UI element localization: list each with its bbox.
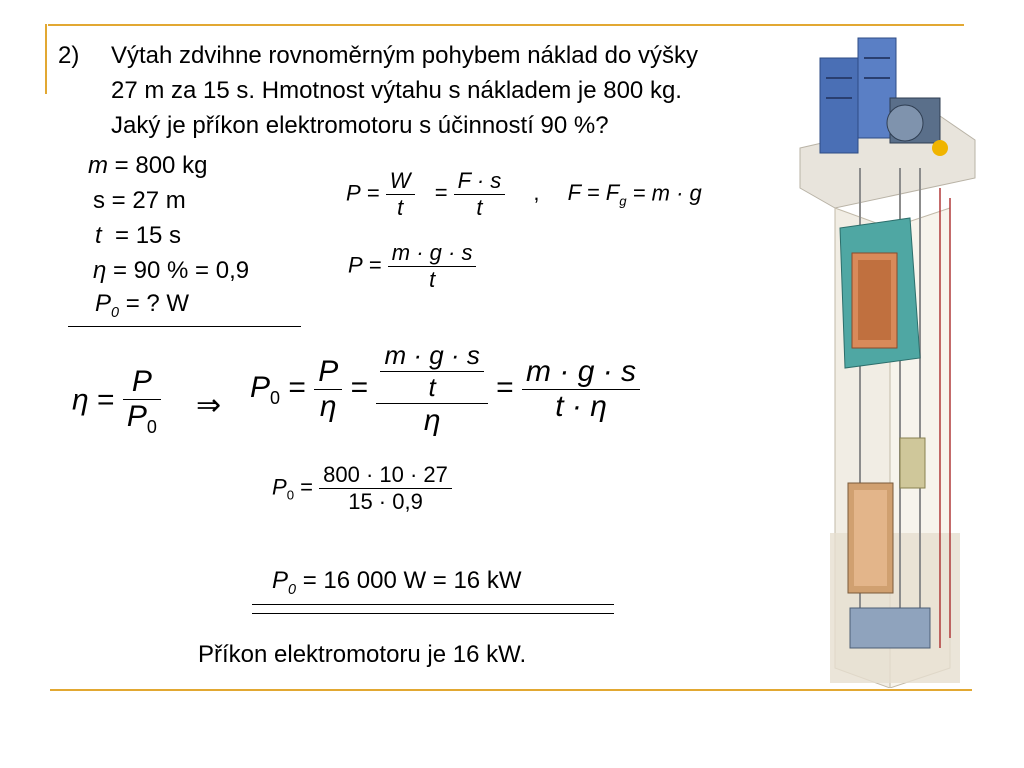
formula-p0-derivation: $P_0$ = $\frac{P}{\eta}$ = $\frac{\frac{m \cdot g \cdot s}{t}}{\eta}$ = $\frac{m \cdot g \cdot s}{t \cdot \eta}$: [250, 340, 640, 438]
elevator-illustration: [790, 28, 980, 688]
problem-text: [111, 38, 698, 143]
given-m: m = 800 kg: [88, 152, 208, 179]
frac-w-t: $\frac{W}{t}$: [386, 168, 415, 221]
formula-numeric: $P_0$ = $\frac{800 \cdot 10 \cdot 27}{15 \cdot 0,9}$: [272, 462, 452, 515]
formula-power-mgs: P = $\frac{m \cdot g \cdot s}{t}$: [348, 240, 476, 293]
elevator-shaft-graphic: [790, 28, 980, 688]
given-t: t = 15 s: [95, 222, 182, 249]
given-eta: η = 90 % = 0,9: [93, 257, 250, 284]
answer-text: Příkon elektromotoru je 16 kW.: [198, 641, 527, 668]
implies-arrow: ⇒: [196, 389, 222, 422]
formula-power: P = $\frac{W}{t}$ = $\frac{F \cdot s}{t}$ , $F = F_g = m \cdot g$: [346, 168, 702, 220]
given-separator: [68, 326, 301, 327]
left-rule: [45, 24, 47, 94]
problem-line-2: 27 m za 15 s. Hmotnost výtahu s nákladem je 800 kg.: [111, 77, 682, 104]
result-underline-2: [252, 613, 614, 614]
bottom-rule: [50, 689, 972, 691]
result: $P_0 = 16$ 000 W = 16 kW: [272, 567, 522, 598]
problem-number: 2): [58, 42, 80, 69]
result-underline-1: [252, 604, 614, 605]
top-rule: [48, 24, 964, 26]
problem-line-1: Výtah zdvihne rovnoměrným pohybem náklad do výšky: [111, 42, 698, 69]
problem-line-3: Jaký je příkon elektromotoru s účinností 90 %?: [111, 112, 609, 139]
given-p0: $P_0$ = ? W: [95, 290, 190, 321]
formula-efficiency: η = $\frac{P}{P_0}$: [72, 365, 161, 438]
frac-fs-t: $\frac{F \cdot s}{t}$: [454, 168, 506, 221]
given-s: s = 27 m: [93, 187, 186, 214]
